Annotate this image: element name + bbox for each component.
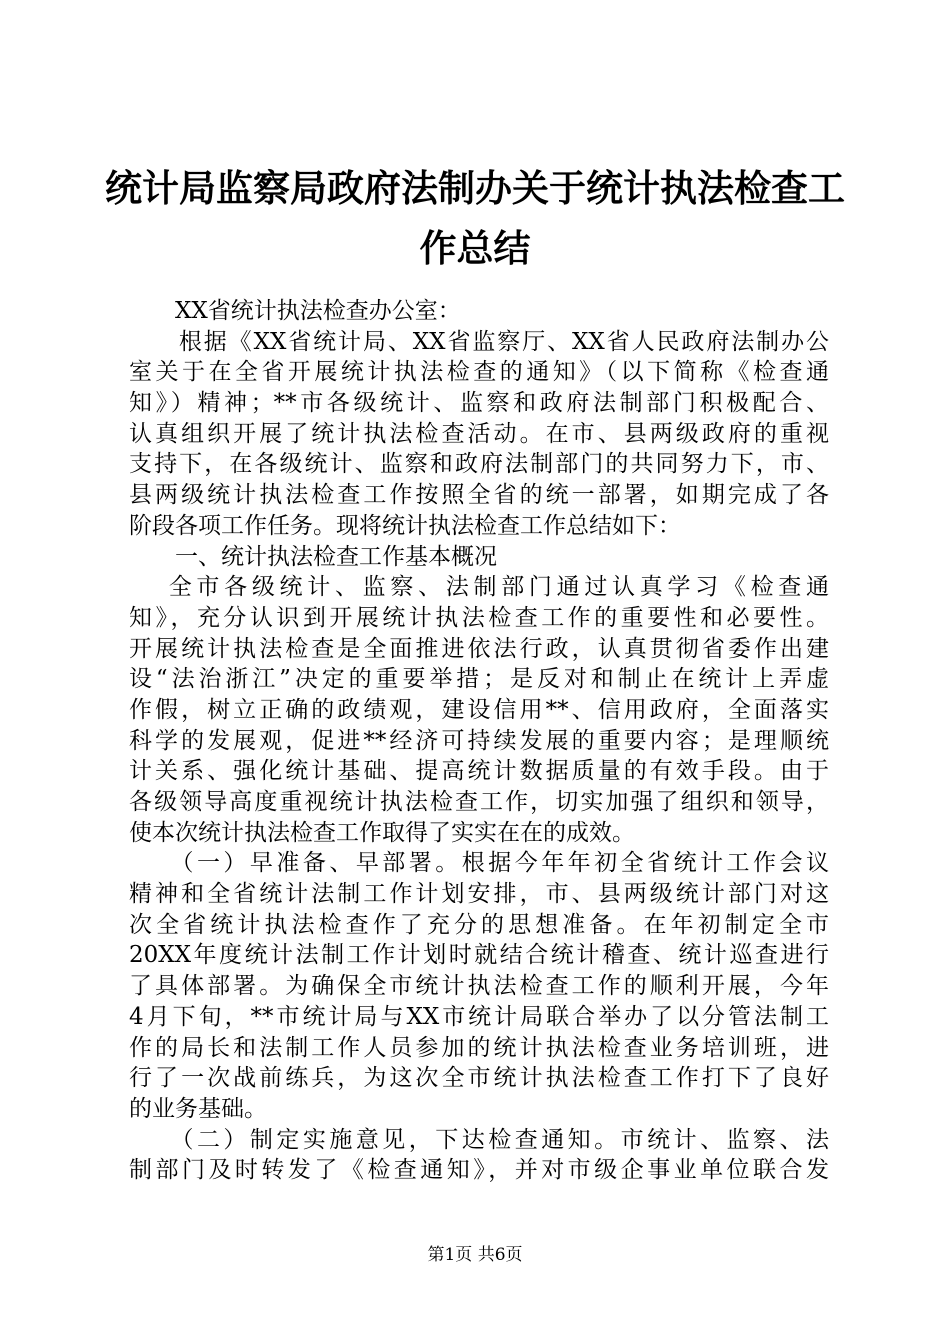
body-line: 支持下，在各级统计、监察和政府法制部门的共同努力下，市、: [129, 451, 829, 478]
body-line: 的业务基础。: [129, 1095, 267, 1122]
body-line: 20XX年度统计法制工作计划时就结合统计稽查、统计巡查进行: [129, 942, 829, 969]
body-line: 开展统计执法检查是全面推进依法行政，认真贯彻省委作出建: [129, 635, 829, 662]
body-line: 全市各级统计、监察、法制部门通过认真学习《检查通: [129, 574, 829, 601]
body-line: 设“法治浙江”决定的重要举措；是反对和制止在统计上弄虚: [129, 666, 829, 693]
body-line: 知》，充分认识到开展统计执法检查工作的重要性和必要性。: [129, 604, 829, 631]
body-line: 作的局长和法制工作人员参加的统计执法检查业务培训班，进: [129, 1034, 829, 1061]
body-line: 知》）精神；**市各级统计、监察和政府法制部门积极配合、: [129, 390, 829, 417]
page-footer: 第1页 共6页: [427, 1245, 523, 1265]
body-line: XX省统计执法检查办公室：: [129, 298, 461, 324]
body-line: 计关系、强化统计基础、提高统计数据质量的有效手段。由于: [129, 758, 829, 785]
body-line: 认真组织开展了统计执法检查活动。在市、县两级政府的重视: [129, 420, 829, 447]
body-line: 制部门及时转发了《检查通知》，并对市级企事业单位联合发: [129, 1157, 829, 1184]
body-line: 精神和全省统计法制工作计划安排，市、县两级统计部门对这: [129, 881, 829, 908]
body-line: 使本次统计执法检查工作取得了实实在在的成效。: [129, 819, 635, 846]
body-line: 次全省统计执法检查作了充分的思想准备。在年初制定全市: [129, 911, 829, 938]
body-line: （一）早准备、早部署。根据今年年初全省统计工作会议: [129, 850, 829, 877]
body-line: 根据《XX省统计局、XX省监察厅、XX省人民政府法制办公: [129, 328, 829, 355]
body-line: 作假，树立正确的政绩观，建设信用**、信用政府，全面落实: [129, 696, 829, 723]
body-line: 行了一次战前练兵，为这次全市统计执法检查工作打下了良好: [129, 1065, 829, 1092]
body-line: 一、统计执法检查工作基本概况: [129, 543, 497, 570]
body-line: 了具体部署。为确保全市统计执法检查工作的顺利开展，今年: [129, 973, 829, 1000]
document-body: [129, 296, 829, 1186]
body-line: 科学的发展观，促进**经济可持续发展的重要内容；是理顺统: [129, 727, 829, 754]
body-line: 室关于在全省开展统计执法检查的通知》（以下简称《检查通: [129, 359, 829, 386]
body-line: 4月下旬，**市统计局与XX市统计局联合举办了以分管法制工: [129, 1003, 829, 1030]
body-line: （二）制定实施意见，下达检查通知。市统计、监察、法: [129, 1126, 829, 1153]
body-line: 阶段各项工作任务。现将统计执法检查工作总结如下：: [129, 512, 681, 539]
body-line: 各级领导高度重视统计执法检查工作，切实加强了组织和领导，: [129, 789, 829, 815]
document-title-line-2: 作总结: [419, 226, 531, 270]
body-line: 县两级统计执法检查工作按照全省的统一部署，如期完成了各: [129, 482, 829, 509]
document-title-line-1: 统计局监察局政府法制办关于统计执法检查工: [105, 166, 845, 210]
